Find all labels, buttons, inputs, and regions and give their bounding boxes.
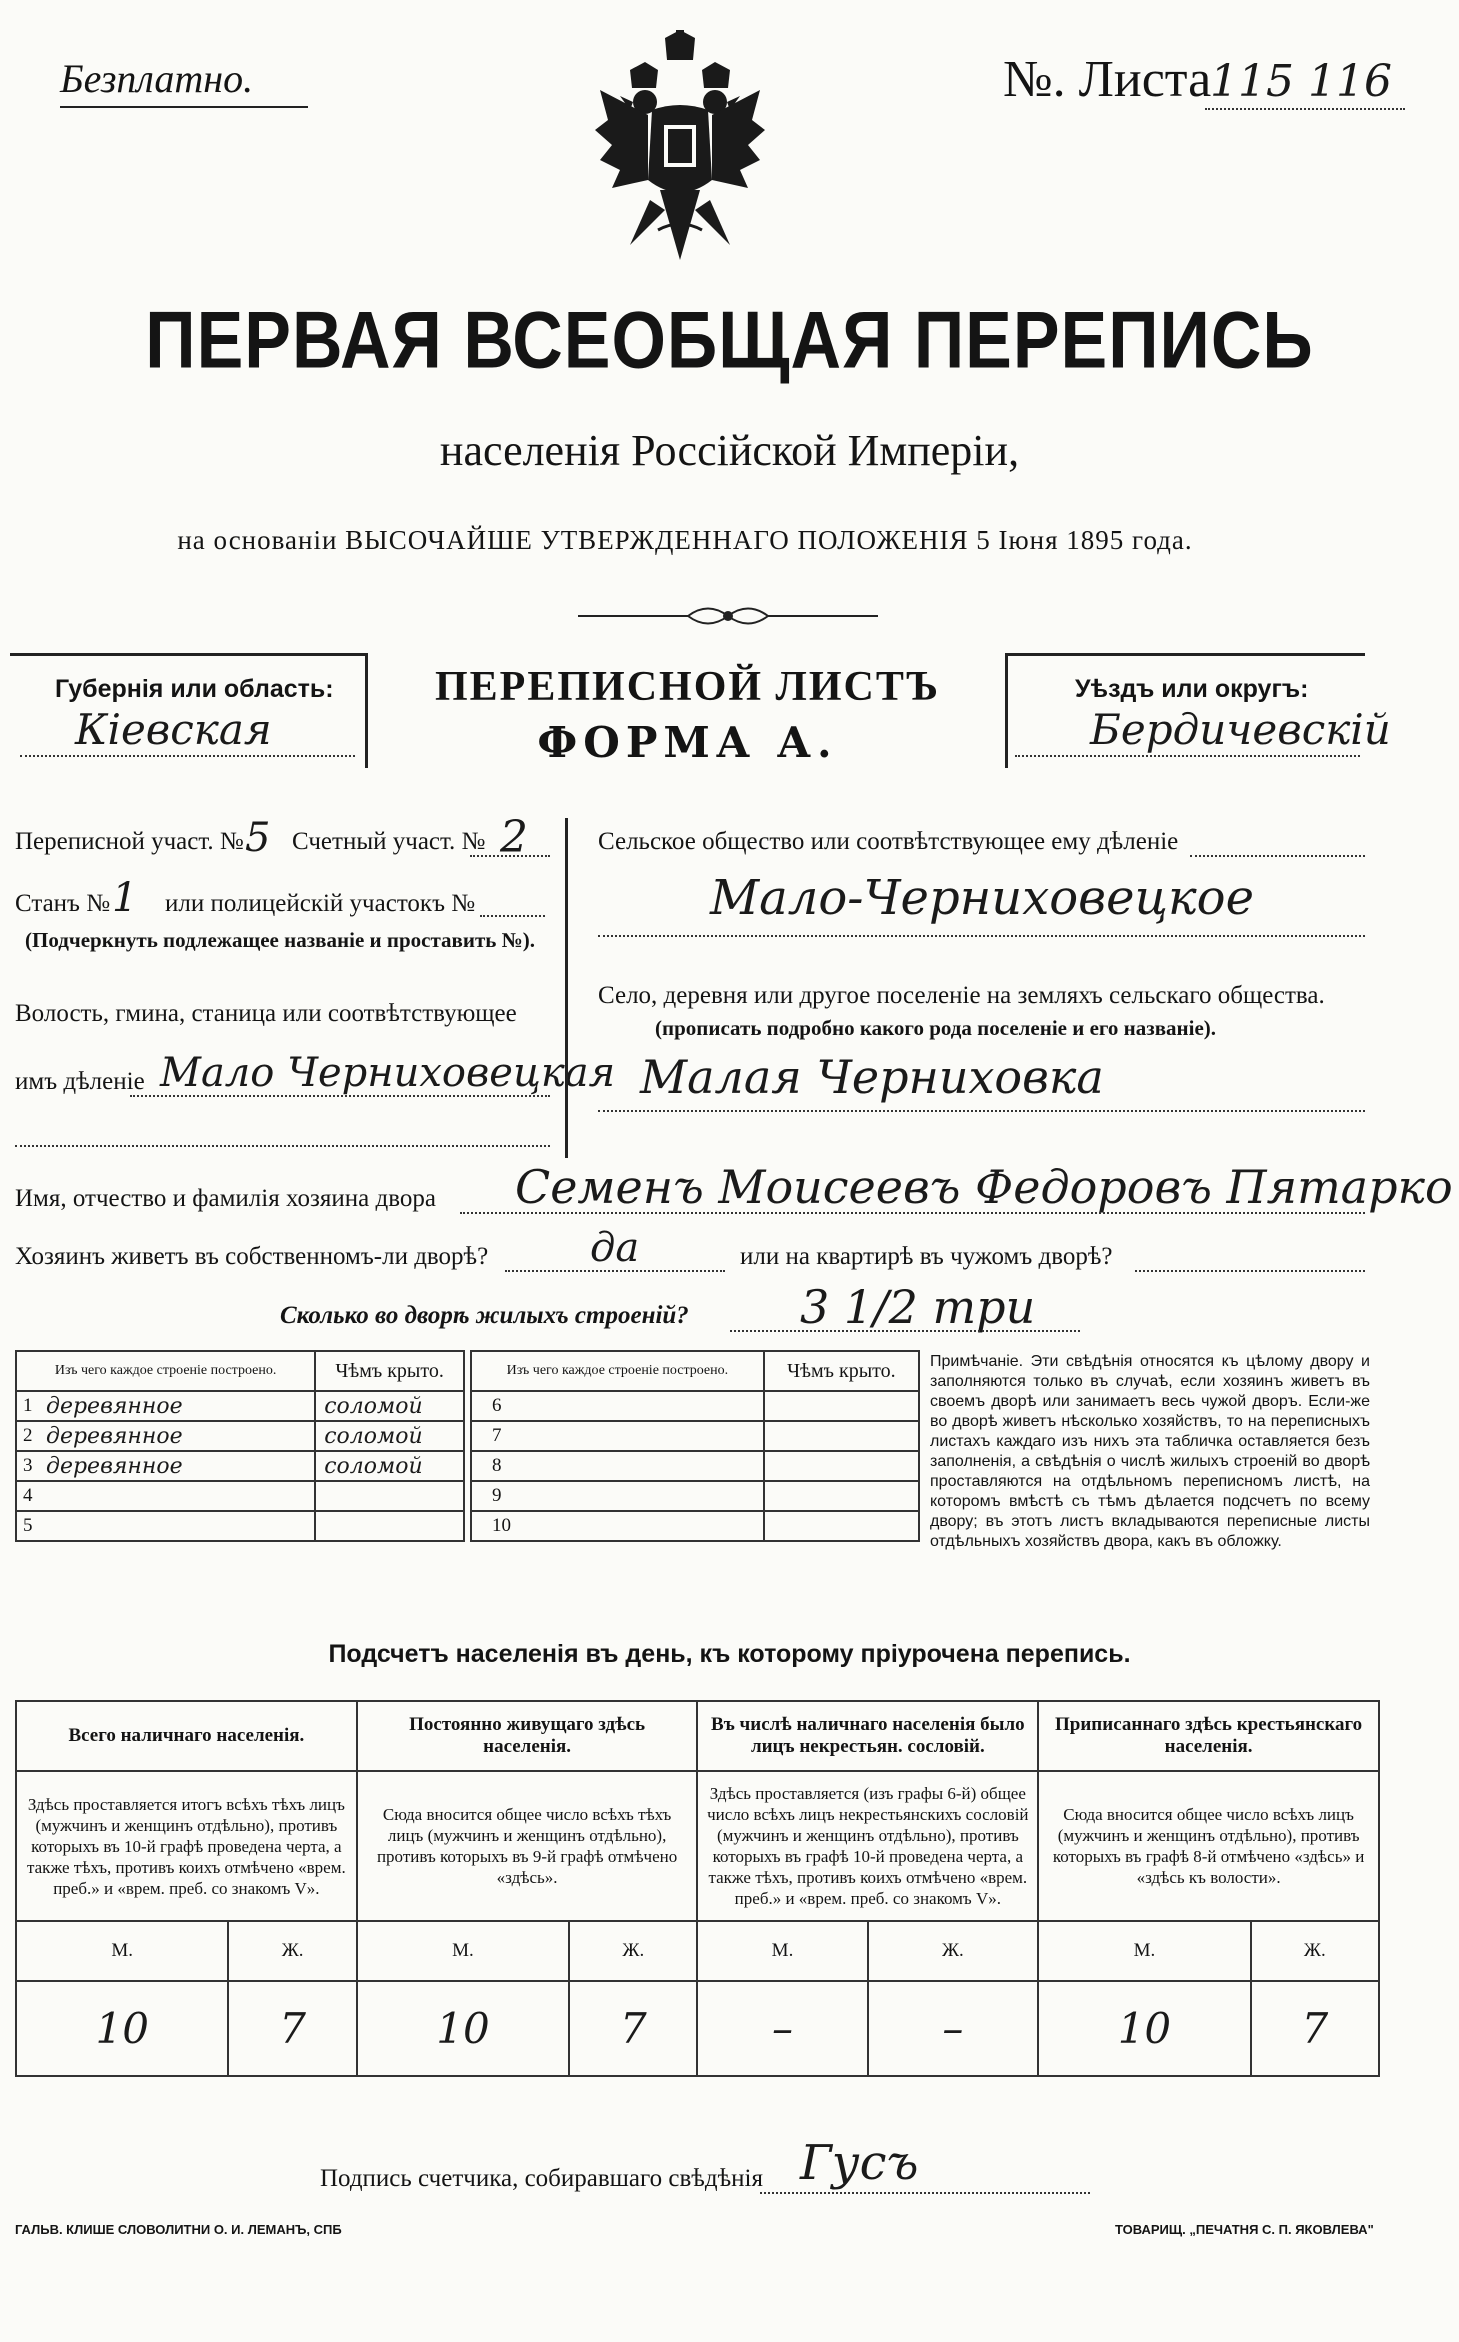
summary-col-4-desc: Сюда вносится общее число всѣхъ лицъ (мужчинъ и женщинъ отдѣльно), противъ которыхъ въ графѣ 8-й отмѣчено «здѣсь» и «здѣсь къ волости». (1038, 1771, 1379, 1921)
summary-table (15, 1700, 1380, 2077)
legal-basis: на основаніи ВЫСОЧАЙШЕ УТВЕРЖДЕННАГО ПОЛОЖЕНІЯ 5 Іюня 1895 года. (177, 525, 1193, 555)
gubernia-value[interactable]: Кіевская (75, 705, 272, 754)
buildings-value[interactable]: 3 1/2 три (800, 1280, 1036, 1334)
free-underline (60, 106, 308, 108)
page-title: ПЕРВАЯ ВСЕОБЩАЯ ПЕРЕПИСЬ (145, 295, 1314, 385)
count-district-label: Счетный участ. № (292, 828, 486, 855)
volost-line (130, 1095, 550, 1097)
own-yard-line (505, 1270, 725, 1272)
society-line (1190, 855, 1365, 857)
society-line-2 (598, 935, 1365, 937)
signature-value[interactable]: Гусъ (800, 2135, 919, 2191)
summary-col-2-title: Постоянно живущаго здѣсь населенія. (357, 1701, 698, 1771)
owner-name-value[interactable]: Семенъ Моисеевъ Федоровъ Пятарко (515, 1160, 1453, 1214)
f-header: Ж. (1251, 1921, 1379, 1981)
non-peasant-m[interactable]: – (697, 1981, 867, 2076)
col-material-header: Изъ чего каждое строеніе построено. (16, 1351, 315, 1391)
free-of-charge-label: Безплатно. (60, 56, 254, 101)
note-text: Примѣчаніе. Эти свѣдѣнія относятся къ цѣлому двору и заполняются только въ случаѣ, если хозяинъ живетъ въ своемъ дворѣ или занимаетъ весь чужой дворъ. Если-же во дворѣ живетъ нѣсколько хозяйствъ, то на переписныхъ листахъ каждаго изъ нихъ эта табличка оставляется безъ заполненія, а свѣдѣнія о числѣ жилыхъ строеній во дворѣ проставляются на отдѣльномъ переписномъ листѣ, на которомъ вмѣстѣ съ тѣмъ дѣлается подсчетъ по всему двору; въ этотъ листъ вкладываются переписные листы отдѣльныхъ хозяйствъ двора, какъ въ обложку. (930, 1353, 1370, 1550)
count-district-value[interactable]: 2 (500, 812, 528, 863)
table-row: 8 (471, 1451, 919, 1481)
census-district-value[interactable]: 5 (245, 815, 271, 861)
signature-label: Подпись счетчика, собиравшаго свѣдѣнія (320, 2165, 763, 2192)
footer-left: ГАЛЬВ. КЛИШЕ СЛОВОЛИТНИ О. И. ЛЕМАНЪ, СПБ (15, 2222, 342, 2237)
summary-col-1-title: Всего наличнаго населенія. (16, 1701, 357, 1771)
m-header: М. (357, 1921, 569, 1981)
count-district-line (470, 855, 550, 857)
uezd-label: Уѣздъ или округъ: (1075, 675, 1309, 703)
registered-peasant-m[interactable]: 10 (1038, 1981, 1250, 2076)
table-row: 1 деревянное соломой (16, 1391, 464, 1421)
owner-name-label: Имя, отчество и фамилія хозяина двора (15, 1185, 436, 1212)
summary-col-1-desc: Здѣсь проставляется итогъ всѣхъ тѣхъ лицъ (мужчинъ и женщинъ отдѣльно), противъ которыхъ въ 10-й графѣ проведена черта, а также тѣхъ, противъ коихъ отмѣчено «врем. преб.» и «врем. преб. со знакомъ V». (16, 1771, 357, 1921)
col-roof-header: Чѣмъ крыто. (315, 1351, 464, 1391)
footer-right: ТОВАРИЩ. „ПЕЧАТНЯ С. П. ЯКОВЛЕВА" (1115, 2222, 1374, 2237)
f-header: Ж. (228, 1921, 356, 1981)
buildings-table-left (15, 1350, 465, 1542)
sheet-number-label: №. Листа (1003, 51, 1212, 108)
double-headed-eagle-icon (590, 30, 770, 275)
col-roof-header-right: Чѣмъ крыто. (764, 1351, 919, 1391)
page-subtitle: населенія Россійской Имперіи, (439, 426, 1020, 475)
table-row: 7 (471, 1421, 919, 1451)
table-row: 4 (16, 1481, 464, 1511)
volost-label-2: имъ дѣленіе (15, 1068, 145, 1095)
sheet-number-value[interactable]: 115 116 (1210, 56, 1392, 107)
uezd-line (1015, 755, 1360, 757)
f-header: Ж. (569, 1921, 697, 1981)
own-yard-value[interactable]: да (590, 1225, 640, 1271)
registered-peasant-f[interactable]: 7 (1251, 1981, 1379, 2076)
village-value[interactable]: Малая Черниховка (640, 1050, 1104, 1104)
summary-col-2-desc: Сюда вносится общее число всѣхъ тѣхъ лицъ (мужчинъ и женщинъ отдѣльно), противъ которыхъ въ 9-й графѣ отмѣчено «здѣсь». (357, 1771, 698, 1921)
gubernia-label: Губернія или область: (55, 675, 334, 703)
society-label: Сельское общество или соотвѣтствующее ему дѣленіе (598, 828, 1179, 855)
underline-note: (Подчеркнуть подлежащее названіе и проставить №). (25, 928, 535, 952)
village-line (598, 1110, 1365, 1112)
table-row: 6 (471, 1391, 919, 1421)
buildings-label: Сколько во дворѣ жилыхъ строеній? (280, 1302, 689, 1329)
ornament-divider-icon (578, 596, 878, 636)
stan-label: Станъ № (15, 890, 111, 917)
f-header: Ж. (868, 1921, 1039, 1981)
village-label: Село, деревня или другое поселеніе на земляхъ сельскаго общества. (598, 982, 1325, 1009)
police-label: или полицейскій участокъ № (165, 890, 476, 917)
society-value[interactable]: Мало-Черниховецкое (710, 870, 1254, 926)
rented-line (1135, 1270, 1365, 1272)
table-row: 5 (16, 1511, 464, 1541)
stan-value[interactable]: 1 (112, 875, 138, 921)
permanent-m[interactable]: 10 (357, 1981, 569, 2076)
total-present-f[interactable]: 7 (228, 1981, 356, 2076)
volost-label: Волость, гмина, станица или соотвѣтствующее (15, 1000, 517, 1027)
table-row: 10 (471, 1511, 919, 1541)
census-district-label: Переписной участ. № (15, 828, 244, 855)
non-peasant-f[interactable]: – (868, 1981, 1039, 2076)
m-header: М. (1038, 1921, 1250, 1981)
sheet-number-line (1205, 108, 1405, 110)
uezd-value[interactable]: Бердичевскій (1090, 705, 1391, 754)
table-row: 9 (471, 1481, 919, 1511)
m-header: М. (697, 1921, 867, 1981)
rented-label: или на квартирѣ въ чужомъ дворѣ? (740, 1243, 1113, 1270)
column-divider (565, 818, 568, 1158)
volost-value[interactable]: Мало Черниховецкая (160, 1050, 616, 1096)
summary-col-4-title: Приписаннаго здѣсь крестьянскаго населенія. (1038, 1701, 1379, 1771)
own-yard-label: Хозяинъ живетъ въ собственномъ-ли дворѣ? (15, 1243, 489, 1270)
owner-name-line (460, 1212, 1365, 1214)
table-row: 3 деревянное соломой (16, 1451, 464, 1481)
police-line (480, 915, 545, 917)
buildings-table-right (470, 1350, 920, 1542)
volost-line-2 (15, 1145, 550, 1147)
signature-line (760, 2192, 1090, 2194)
col-material-header-right: Изъ чего каждое строеніе построено. (471, 1351, 764, 1391)
summary-heading: Подсчетъ населенія въ день, къ которому пріурочена перепись. (328, 1640, 1131, 1668)
form-title: ПЕРЕПИСНОЙ ЛИСТЪ (435, 664, 940, 710)
permanent-f[interactable]: 7 (569, 1981, 697, 2076)
village-note: (прописать подробно какого рода поселеніе и его названіе). (655, 1016, 1217, 1040)
m-header: М. (16, 1921, 228, 1981)
gubernia-line (20, 755, 355, 757)
summary-col-3-desc: Здѣсь проставляется (изъ графы 6-й) общее число всѣхъ лицъ некрестьянскихъ сословій (мужчинъ и женщинъ отдѣльно), противъ которыхъ въ графѣ 10-й проведена черта, а также тѣхъ, противъ коихъ отмѣчено «врем. преб.» и «врем. преб. со знакомъ V». (697, 1771, 1038, 1921)
form-subtitle: ФОРМА А. (537, 718, 838, 767)
total-present-m[interactable]: 10 (16, 1981, 228, 2076)
buildings-line (730, 1330, 1080, 1332)
summary-col-3-title: Въ числѣ наличнаго населенія было лицъ некрестьян. сословій. (697, 1701, 1038, 1771)
table-row: 2 деревянное соломой (16, 1421, 464, 1451)
